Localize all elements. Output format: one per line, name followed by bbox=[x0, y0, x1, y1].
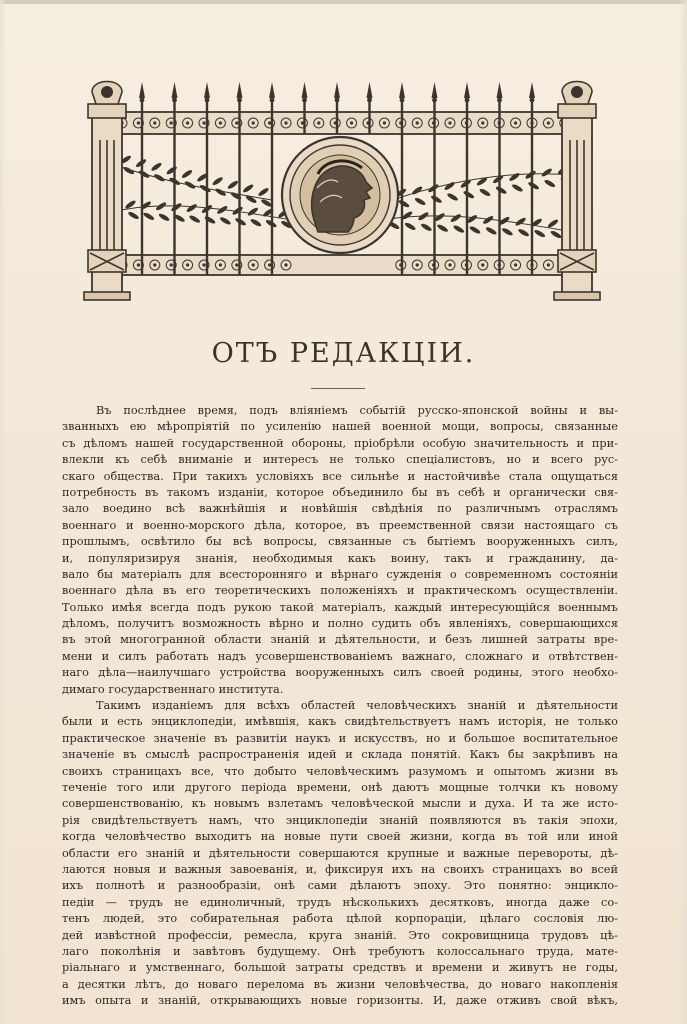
rail-rosette-center bbox=[186, 121, 189, 124]
text-line: влекли къ себѣ вниманіе и интересъ не только спеціалистовъ, но и всего рус- bbox=[62, 453, 618, 467]
finial-knob bbox=[302, 98, 307, 103]
laurel-leaf bbox=[469, 225, 482, 235]
laurel-leaf bbox=[242, 183, 254, 193]
rail-rosette-center bbox=[383, 121, 386, 124]
text-line: ихъ полнотѣ и разнообразіи, онѣ сами дѣлаютъ эпоху. Это понятно: энцикло- bbox=[62, 879, 618, 893]
rail-rosette-center bbox=[317, 121, 320, 124]
spear-finial bbox=[464, 82, 470, 98]
laurel-leaf bbox=[517, 228, 530, 238]
rail-rosette-center bbox=[547, 121, 550, 124]
text-line: дей извѣстной профессіи, ремесла, круга знаній. Это сокровищница трудовъ цѣ- bbox=[62, 928, 618, 942]
text-line: имъ опыта и знаній, открывающихъ новые горизонты. И, даже отживъ свой вѣкъ, bbox=[62, 994, 618, 1008]
laurel-leaf bbox=[245, 194, 258, 204]
laurel-leaf bbox=[527, 181, 540, 191]
text-line: когда человѣчество выходитъ на новые пути своей жизни, когда въ той или иной bbox=[62, 830, 618, 844]
right-page-edge bbox=[679, 0, 687, 1024]
text-line: прошлымъ, освѣтило бы всѣ вопросы, связанные съ бытіемъ вооруженныхъ силъ, bbox=[62, 535, 618, 549]
laurel-leaf bbox=[127, 211, 140, 221]
text-line: въ этой многогранной области знаній и дѣятельности, и безъ лишней затраты вре- bbox=[62, 633, 618, 647]
laurel-leaf bbox=[501, 227, 514, 237]
text-line: теченіе того или другого періода времени, онѣ даютъ мощные толчки къ новому bbox=[62, 780, 618, 794]
rail-rosette-center bbox=[219, 263, 222, 266]
rail-rosette-center bbox=[137, 121, 140, 124]
text-line: военнаго и военно-морского дѣла, которое, въ преемственной связи настоящаго съ bbox=[62, 518, 618, 532]
laurel-leaf bbox=[188, 214, 201, 224]
text-line: педіи — трудъ не единоличный, трудъ нѣсколькихъ десятковъ, иногда даже со- bbox=[62, 895, 618, 909]
spear-finial bbox=[172, 82, 178, 98]
text-line: мени и силъ работать надъ усовершенствованіемъ важнаго, сложнаго и отвѣтствен- bbox=[62, 649, 618, 663]
rail-rosette-center bbox=[481, 263, 484, 266]
spear-finial bbox=[302, 82, 308, 98]
rail-rosette-center bbox=[153, 263, 156, 266]
text-line: наго дѣла—наилучшаго устройства вооруженныхъ силъ своей родины, этого необхо- bbox=[62, 666, 618, 680]
spear-finial bbox=[334, 82, 340, 98]
text-line: значеніе въ смыслѣ распространенія идей и склада понятій. Какъ бы закрѣпивъ на bbox=[62, 748, 618, 762]
rail-rosette-center bbox=[202, 263, 205, 266]
laurel-leaf bbox=[547, 218, 559, 228]
spear-finial bbox=[497, 82, 503, 98]
laurel-leaf bbox=[495, 185, 508, 195]
laurel-leaf bbox=[463, 190, 476, 200]
finial-knob bbox=[237, 98, 242, 103]
spear-finial bbox=[139, 82, 145, 98]
text-line: зало воедино всѣ важнѣйшія и новѣйшія свѣдѣнія по различнымъ отраслямъ bbox=[62, 502, 618, 516]
text-line: дѣломъ, получитъ возможность вѣрно и полно судить объ явленіяхъ, совершающихся bbox=[62, 617, 618, 631]
rail-rosette-center bbox=[170, 121, 173, 124]
finial-knob bbox=[497, 98, 502, 103]
laurel-leaf bbox=[420, 222, 433, 232]
editorial-heading: ОТЪ РЕДАКЦІИ. bbox=[211, 338, 476, 369]
laurel-leaf bbox=[534, 229, 547, 239]
rail-rosette-center bbox=[202, 121, 205, 124]
laurel-leaf bbox=[443, 181, 455, 191]
fence-bottom-rail bbox=[112, 255, 572, 275]
rail-rosette-center bbox=[219, 121, 222, 124]
laurel-leaf bbox=[247, 206, 259, 216]
laurel-leaf bbox=[150, 162, 162, 172]
rail-rosette-center bbox=[350, 121, 353, 124]
laurel-leaf bbox=[436, 223, 449, 233]
text-line: практическое значеніе въ развитіи наукъ и искусствъ, но и большое воспитательное bbox=[62, 731, 618, 745]
medallion-profile-icon bbox=[282, 137, 398, 253]
text-line: и, популяризируя знанія, необходимыя какъ воину, такъ и гражданину, да- bbox=[62, 551, 618, 565]
fence-vignette-illustration bbox=[62, 70, 622, 310]
text-line: военнаго дѣла въ его теоретическихъ положеніяхъ и практическомъ осуществленіи. bbox=[62, 584, 618, 598]
rail-rosette-center bbox=[284, 263, 287, 266]
text-line: области его знаній и дѣятельности совершаются крупные и важные перевороты, дѣ- bbox=[62, 846, 618, 860]
laurel-leaf bbox=[450, 213, 462, 223]
text-line: своихъ страницахъ все, что добыто человѣческимъ разумомъ и опытомъ жизни въ bbox=[62, 764, 618, 778]
spear-finial bbox=[269, 82, 275, 98]
text-line: Только имѣя всегда подъ рукою такой матеріалъ, каждый интересующійся военнымъ bbox=[62, 600, 618, 614]
finial-knob bbox=[335, 98, 340, 103]
text-line: лаются новыя и важныя завоеванія, и, фиксируя ихъ на своихъ страницахъ во всей bbox=[62, 862, 618, 876]
laurel-leaf bbox=[170, 202, 182, 212]
finial-knob bbox=[172, 98, 177, 103]
laurel-leaf bbox=[544, 179, 557, 189]
rail-rosette-center bbox=[170, 263, 173, 266]
rail-rosette-center bbox=[268, 263, 271, 266]
text-line: Въ послѣднее время, подъ вліяніемъ событій русско-японской войны и вы- bbox=[96, 404, 618, 417]
spear-finial bbox=[432, 82, 438, 98]
text-line: скаго общества. При такихъ условіяхъ все сильнѣе и настойчивѣе стала ощущаться bbox=[62, 469, 618, 483]
laurel-leaf bbox=[453, 224, 466, 234]
spear-finial bbox=[204, 82, 210, 98]
left-pillar bbox=[84, 82, 130, 301]
laurel-leaf bbox=[184, 180, 197, 190]
laurel-leaf bbox=[227, 180, 239, 190]
text-line: димаго государственнаго института. bbox=[62, 682, 284, 696]
laurel-leaf bbox=[143, 211, 156, 221]
rail-rosette-center bbox=[514, 121, 517, 124]
rail-rosette-center bbox=[153, 121, 156, 124]
finial-knob bbox=[530, 98, 535, 103]
laurel-leaf bbox=[541, 167, 553, 177]
laurel-leaf bbox=[404, 221, 417, 231]
finial-knob bbox=[205, 98, 210, 103]
finial-knob bbox=[140, 98, 145, 103]
spear-finial bbox=[237, 82, 243, 98]
laurel-leaf bbox=[446, 192, 459, 202]
laurel-leaf bbox=[186, 203, 198, 213]
rail-rosette-center bbox=[186, 263, 189, 266]
text-line: рія свидѣтельствуетъ намъ, что энциклопедіи знаній появляются въ такія эпохи, bbox=[62, 813, 618, 827]
laurel-leaf bbox=[257, 187, 269, 197]
laurel-leaf bbox=[138, 169, 151, 179]
text-line: Такимъ изданіемъ для всѣхъ областей человѣческихъ знаній и дѣятельности bbox=[96, 699, 618, 713]
text-line: съ дѣломъ нашей государственной обороны, пріобрѣли особую значительность и при- bbox=[62, 436, 618, 450]
laurel-leaf bbox=[485, 226, 498, 236]
finial-knob bbox=[400, 98, 405, 103]
laurel-leaf bbox=[479, 188, 492, 198]
rail-rosette-center bbox=[514, 263, 517, 266]
rail-rosette-center bbox=[416, 121, 419, 124]
laurel-leaf bbox=[166, 165, 178, 175]
right-pillar bbox=[554, 82, 600, 301]
rail-rosette-center bbox=[448, 121, 451, 124]
text-line: были и есть энциклопедіи, имѣвшія, какъ свидѣтельствуетъ намъ исторія, не только bbox=[62, 715, 618, 729]
editorial-body bbox=[62, 403, 618, 1009]
laurel-leaf bbox=[211, 176, 223, 186]
rail-rosette-center bbox=[547, 263, 550, 266]
laurel-leaf bbox=[158, 212, 171, 222]
finial-knob bbox=[432, 98, 437, 103]
rail-rosette-center bbox=[284, 121, 287, 124]
spear-finial bbox=[399, 82, 405, 98]
laurel-leaf bbox=[250, 218, 263, 228]
laurel-leaf bbox=[524, 170, 536, 180]
fence-top-rail bbox=[112, 112, 572, 134]
paragraph-2 bbox=[62, 698, 618, 1009]
rail-rosette-center bbox=[252, 263, 255, 266]
top-edge-strip bbox=[0, 0, 687, 4]
laurel-leaf bbox=[219, 216, 232, 226]
laurel-leaf bbox=[511, 183, 524, 193]
text-line: вало бы матеріалъ для всесторонняго и вѣрнаго сужденія о современномъ состояніи bbox=[62, 567, 618, 581]
text-line: ріальнаго и умственнаго, большой затраты средствъ и времени и живутъ не годы, bbox=[62, 961, 618, 975]
left-page-edge bbox=[0, 0, 6, 1024]
laurel-leaf bbox=[508, 172, 520, 182]
finial-knob bbox=[367, 98, 372, 103]
rail-rosette-center bbox=[235, 121, 238, 124]
laurel-leaf bbox=[514, 216, 526, 226]
laurel-leaf bbox=[153, 173, 166, 183]
rail-rosette-center bbox=[448, 263, 451, 266]
finial-knob bbox=[465, 98, 470, 103]
text-line: потребность въ такомъ изданіи, которое объединило бы въ себѣ и органически свя- bbox=[62, 485, 618, 499]
laurel-leaf bbox=[414, 197, 427, 207]
laurel-leaf bbox=[204, 215, 217, 225]
text-line: лаго поколѣнія и завѣтовъ будущему. Онѣ требуютъ колоссальнаго труда, мате- bbox=[62, 944, 618, 958]
laurel-leaf bbox=[398, 199, 411, 209]
finial-knob bbox=[270, 98, 275, 103]
spear-finial bbox=[529, 82, 535, 98]
text-line: а десятки лѣтъ, до новаго перелома въ жизни человѣчества, до новаго накопленія bbox=[62, 977, 618, 991]
laurel-leaf bbox=[550, 230, 563, 240]
text-line: званныхъ ею мѣропріятій по усиленію нашей военной мощи, вопросы, связанные bbox=[62, 420, 618, 434]
heading-divider bbox=[311, 388, 365, 389]
rail-rosette-center bbox=[252, 121, 255, 124]
rail-rosette-center bbox=[268, 121, 271, 124]
laurel-leaf bbox=[181, 169, 193, 179]
paragraph-1 bbox=[62, 403, 618, 698]
rail-rosette-center bbox=[137, 263, 140, 266]
rail-rosette-center bbox=[416, 263, 419, 266]
rail-rosette-center bbox=[481, 121, 484, 124]
text-line: тенъ людей, это собирательная работа цѣлой корпораціи, цѣлаго сословія лю- bbox=[62, 912, 618, 926]
rail-rosette-center bbox=[235, 263, 238, 266]
text-line: совершенствованію, къ новымъ взлетамъ человѣческой мысли и духа. И та же исто- bbox=[62, 797, 618, 811]
laurel-leaf bbox=[430, 194, 443, 204]
laurel-leaf bbox=[492, 174, 504, 184]
spear-finial bbox=[367, 82, 373, 98]
